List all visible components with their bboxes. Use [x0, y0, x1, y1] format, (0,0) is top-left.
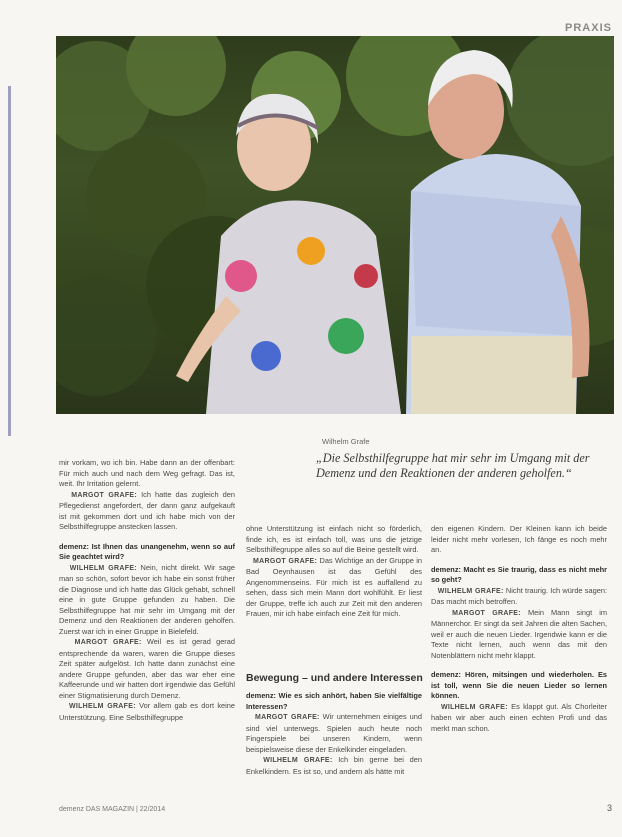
col3-para-3-text: Mein Mann singt im Männerchor. Er singt da seit Jahren die alten Sachen, weil er auch die neuen Lieder. Irgendwie kann er die Texte nicht lernen, auch wenn das mit den Notenblättern nicht mehr klappt.: [431, 607, 607, 660]
quote-attribution: Wilhelm Grafe: [322, 437, 370, 446]
col1-para-4: [59, 637, 235, 701]
article-column-1: [59, 458, 235, 723]
col3-para-3: [431, 608, 607, 662]
col1-para-3: [59, 563, 235, 638]
section-heading: Bewegung – und andere Interessen: [246, 672, 423, 684]
article-column-2: [246, 524, 422, 620]
col1-para-4-text: Weil es ist gerad gerad entsprechende da waren, waren die Gruppe dieses Zeit später aufgelöst. Ich hatte dann zunächst eine andere Gruppe gefunden, aber das war eher eine Kaffeerunde und wir hatten dort irgendwie das Gefühl einer Stigmatisierung durch Demenz.: [59, 637, 235, 700]
page-number: 3: [606, 803, 612, 813]
interview-question: demenz: Hören, mitsingen und wiederholen. Es ist toll, wenn Sie die neuen Lieder so lernen können.: [431, 670, 607, 700]
col1-para-2: [59, 490, 235, 533]
col2b-para-1: [246, 712, 422, 755]
col1-para-5: [59, 701, 235, 723]
col3-para-2: [431, 586, 607, 608]
speaker-label: WILHELM GRAFE:: [69, 564, 137, 572]
col1-para-2-text: Ich hatte das zugleich den Pflegedienst angefordert, der dann ganz aufgekauft ist mit gekommen dort und ich habe mich von der Selbsthilfegruppe anstecken lassen.: [59, 489, 235, 531]
pull-quote: „Die Selbsthilfegruppe hat mir sehr im Umgang mit der Demenz und den Reaktionen der anderen geholfen.“: [316, 451, 590, 480]
col1-para-3-text: Nein, nicht direkt. Wir sage man so schön, sofort bevor ich habe ein sonst früher die Diagnose und ich hatte das Glück gehabt, schnell eine in gute Gruppe gefunden zu haben. Die Selbsthilfegruppe hat mir sehr im Umgang mit der Demenz und den Reaktionen der anderen geholfen. Zuerst war ich in einer Gruppe in Bielefeld.: [59, 562, 235, 636]
speaker-label: WILHELM GRAFE:: [263, 757, 333, 764]
col3-para-4: [431, 702, 607, 735]
col1-para-1: mir vorkam, wo ich bin. Habe dann an der offenbart: Für mich auch und nach dem Weg gefragt. Das ist, weit. Ihr Irritation gelernt.: [59, 458, 235, 488]
footer-publication: demenz DAS MAGAZIN | 22/2014: [59, 806, 166, 813]
interview-question: demenz: Wie es sich anhört, haben Sie vielfältige Interessen?: [246, 691, 422, 711]
col2b-para-1-text: Wir unternehmen einiges und sind viel unterwegs. Spielen auch heute noch Fingerspiele bei unseren Kindern, wenn beispielsweise diese der Enkelkinder eingeladen.: [246, 712, 422, 754]
speaker-label: WILHELM GRAFE:: [437, 587, 504, 595]
speaker-label: MARGOT GRAFE:: [253, 557, 318, 565]
col2-para-1: ohne Unterstützung ist einfach nicht so förderlich, finde ich, es ist einfach toll, was uns die jetzige Selbsthilfegruppe alles so auf die Beine gestellt wird.: [246, 524, 422, 554]
col2b-para-2-text: Ich bin gerne bei den Enkelkindern. Es ist so, und andern als hätte mit: [246, 755, 422, 776]
col3-para-4-text: Es klappt gut. Als Chorleiter haben wir aber auch einen echten Profi und das merkt man schon.: [431, 701, 607, 733]
photo-illustration: [56, 36, 614, 414]
col2-para-2: [246, 556, 422, 620]
interview-question: demenz: Ist Ihnen das unangenehm, wenn so auf Sie geachtet wird?: [59, 541, 235, 561]
speaker-label: MARGOT GRAFE:: [74, 639, 142, 646]
speaker-label: WILHELM GRAFE:: [68, 703, 136, 710]
speaker-label: WILHELM GRAFE:: [440, 703, 508, 711]
speaker-label: MARGOT GRAFE:: [452, 609, 521, 617]
article-column-2b: [246, 682, 422, 777]
left-accent-bar: [8, 86, 11, 436]
col2-para-2-text: Das Wichtige an der Gruppe in Bad Oeynhausen ist das Gefühl des Angenommenseins. Für mich ist es auffallend zu sehen, dass sich mein Mann dort wohlfühlt. Er liest der Gruppe, treffe ich auch zur Zeit mit den anderen Frauen, mir ich habe einfach eine Zeit für mich.: [246, 555, 422, 618]
interview-question: demenz: Macht es Sie traurig, dass es nicht mehr so geht?: [431, 564, 607, 584]
elderly-couple-walking-photo: [56, 36, 614, 414]
article-column-3: [431, 524, 607, 734]
col3-para-2-text: Nicht traurig. Ich würde sagen: Das macht mich betroffen.: [431, 585, 607, 606]
col2b-para-2: [246, 755, 422, 777]
section-label: PRAXIS: [565, 22, 612, 34]
col1-para-5-text: Vor allem gab es dort keine Unterstützung. Eine Selbsthilfegruppe: [59, 701, 235, 722]
speaker-label: MARGOT GRAFE:: [71, 491, 137, 499]
col3-para-1: den eigenen Kindern. Der Kleinen kann ich beide leider nicht mehr vorlesen, Ich fänge es noch mehr an.: [431, 524, 607, 554]
speaker-label: MARGOT GRAFE:: [254, 714, 320, 721]
